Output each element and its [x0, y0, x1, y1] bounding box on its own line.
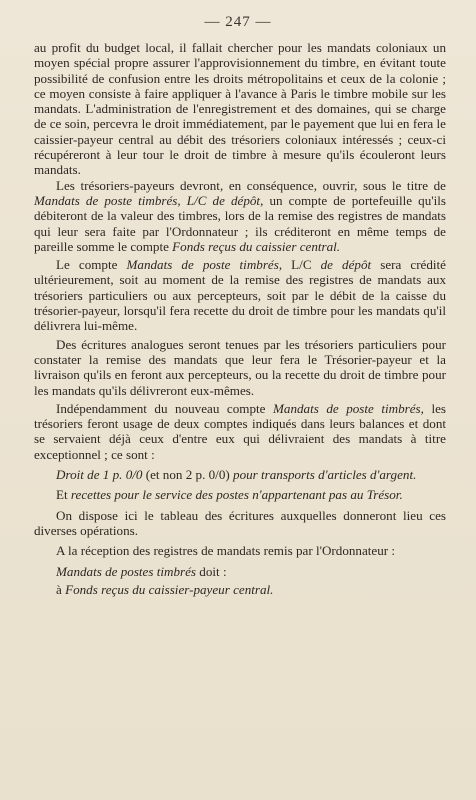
p5-a: Indépendamment du nouveau compte — [56, 400, 273, 416]
p3-d: de dépôt — [320, 257, 372, 273]
p3-c: L/C — [282, 257, 321, 273]
p10-b: doit : — [196, 563, 227, 579]
p2-a: Les trésoriers-payeurs devront, en conséquence, ouvrir, sous le titre de — [56, 177, 446, 193]
p11-a: à — [56, 581, 66, 597]
p6-d: pour transports d'articles d'argent. — [233, 467, 417, 483]
p10-a: Mandats de postes timbrés — [56, 563, 197, 579]
paragraph-independamment — [34, 401, 446, 462]
p2-d: un compte de portefeuille qu'ils débiteront de la valeur des timbres, lors de la remise des registres de mandats qui leur sera faite par l'Ordonnateur ; ils créditeront en même temps de pareille somme le compte — [34, 192, 446, 254]
paragraph-continuation — [34, 40, 446, 178]
p6-a: Droit de 1 — [56, 467, 113, 483]
p3-b: Mandats de poste timbrés, — [126, 257, 283, 273]
paragraph-droit — [34, 467, 446, 482]
p2-b: Mandats de poste timbrés — [34, 192, 178, 208]
p3-e: sera crédité ultérieurement, soit au moment de la remise des registres de mandats aux trésoriers particuliers ou aux percepteurs, soit par le débit de la caisse du trésorier-payeur, lorsqu'il fera recette du droit de timbre pour les mandats qu'il délivrera lui-même. — [34, 257, 446, 334]
page-text — [34, 40, 446, 597]
p7-a: Et — [56, 487, 71, 503]
paragraph-le-compte — [34, 257, 446, 333]
p4-text: Des écritures analogues seront tenues par les trésoriers particuliers pour constater la remise des mandats que leur fera le Trésorier-payeur et la livraison qu'ils en feront aux percepteurs, ou la recette du droit de timbre pour les mandats qu'ils délivreront eux-mêmes. — [34, 336, 446, 398]
page-number: — 247 — — [204, 14, 272, 30]
p5-c: les trésoriers feront usage de deux comptes indiqués dans leurs balances et dont se servaient déjà ceux d'entre eux qui délivraient des mandats à titre exceptionnel ; ce sont : — [34, 400, 447, 462]
paragraph-on-dispose — [34, 508, 446, 539]
p9-text: A la réception des registres de mandats remis par l'Ordonnateur : — [56, 543, 396, 559]
paragraph-mandats-doit — [34, 564, 446, 579]
paragraph-fonds-recus — [34, 582, 446, 597]
p2-e: Fonds reçus du caissier central. — [172, 238, 341, 254]
p6-b: p. 0/0 — [112, 467, 143, 483]
p2-c: , L/C de dépôt, — [177, 192, 264, 208]
p7-b: recettes pour le service des postes n'appartenant pas au Trésor. — [70, 487, 403, 503]
p8-text: On dispose ici le tableau des écritures auxquelles donneront lieu ces diverses opérations. — [34, 507, 446, 538]
paragraph-recettes — [34, 487, 446, 502]
p11-b: Fonds reçus du caissier-payeur central. — [65, 581, 274, 597]
p6-c: (et non 2 p. 0/0) — [142, 467, 234, 483]
paragraph-a-la-reception — [34, 543, 446, 558]
p5-b: Mandats de poste timbrés, — [272, 400, 424, 416]
paragraph-ecritures-analogues — [34, 337, 446, 398]
paragraph-tresoriers-payeurs — [34, 178, 446, 254]
p1-text: au profit du budget local, il fallait chercher pour les mandats coloniaux un moyen spécial propre assurer l'approvisionnement du timbre, en évitant toute possibilité de confusion entre les droits métropolitains et ceux de la colonie ; ce moyen consiste à faire appliquer à l'avance à Paris le timbre mobile sur les mandats. L'administration de l'enregistrement et des domaines, qui se charge de ce soin, percevra le droit immédiatement, par le payement que lui en fera le caissier-payeur central au débit des trésoriers coloniaux intéressés ; ceux-ci récupéreront à leur tour le droit de timbre à mesure qu'ils écouleront leurs mandats. — [34, 40, 446, 178]
p3-a: Le compte — [56, 257, 127, 273]
